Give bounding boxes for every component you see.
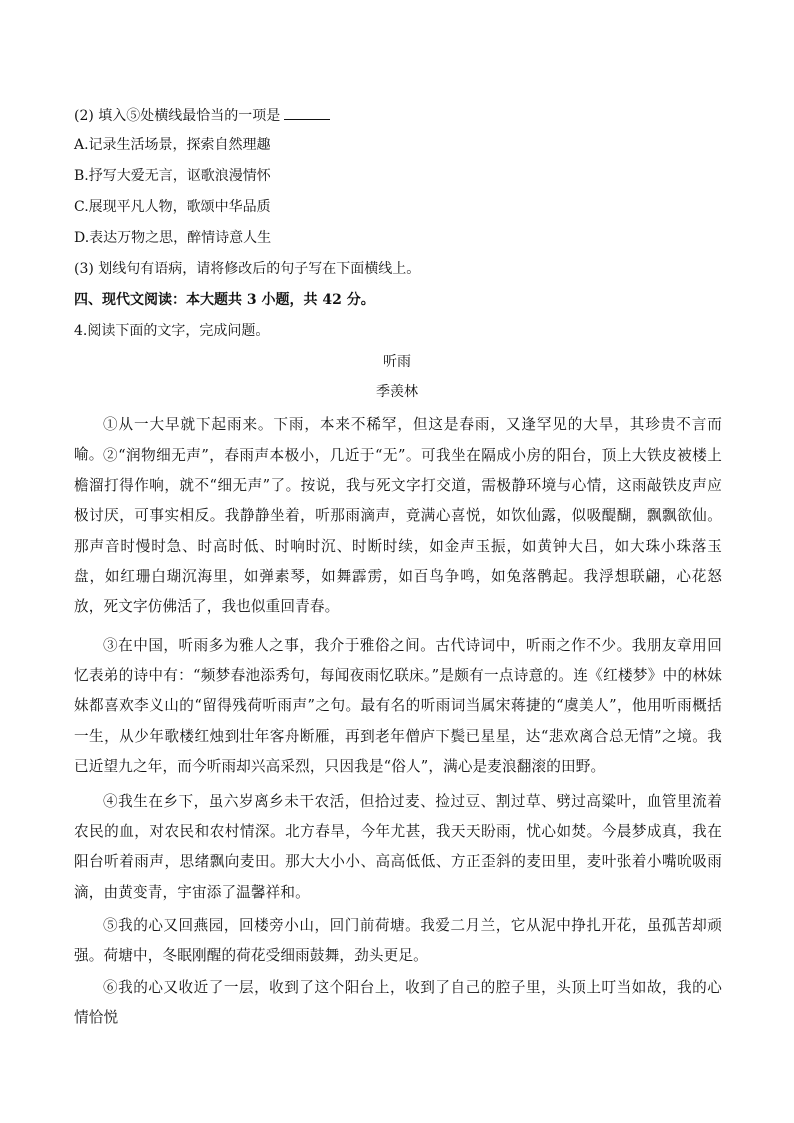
option-b: B.抒写大爱无言，讴歌浪漫情怀 [74,168,271,184]
article-title: 听雨 [383,354,411,370]
question-2-prompt-text: (2) 填入⑤处横线最恰当的一项是 [74,108,281,124]
paragraph-5: ⑤我的心又回燕园，回楼旁小山，回门前荷塘。我爱二月兰，它从泥中挣扎开花，虽孤苦却顽强。荷塘中，冬眠刚醒的荷花受细雨鼓舞，劲头更足。 [74,917,722,965]
question-4-prompt: 4.阅读下面的文字，完成问题。 [74,323,270,339]
question-2-prompt [74,105,330,126]
paragraph-4: ④我生在乡下，虽六岁离乡未干农活，但拾过麦、捡过豆、割过草、劈过高粱叶，血管里流着农民的血，对农民和农村情深。北方春旱，今年尤甚，我天天盼雨，忧心如焚。今晨梦成真，我在阳台听着雨声，思绪飘向麦田。那大大小小、高高低低、方正歪斜的麦田里，麦叶张着小嘴吮吸雨滴，由黄变青，宇宙添了温馨祥和。 [74,793,722,901]
article-author: 季羡林 [376,384,418,400]
paragraph-1: ①从一大早就下起雨来。下雨，本来不稀罕，但这是春雨，又逢罕见的大旱，其珍贵不言而喻。 [74,416,722,464]
paragraph-3: ③在中国，听雨多为雅人之事，我介于雅俗之间。古代诗词中，听雨之作不少。我朋友章用回忆表弟的诗中有：“频梦春池添秀句，每闻夜雨忆联床。”是颇有一点诗意的。连《红楼梦》中的林妹妹都喜欢李义山的“留得残荷听雨声”之句。最有名的听雨词当属宋蒋捷的“虞美人”，他用听雨概括一生，从少年歌楼红烛到壮年客舟断雁，再到老年僧庐下鬓已星星，达“悲欢离合总无情”之境。我已近望九之年，而今听雨却兴高采烈，只因我是“俗人”，满心是麦浪翻滚的田野。 [74,637,722,775]
option-c: C.展现平凡人物，歌颂中华品质 [74,199,271,215]
answer-blank-line [284,105,330,120]
question-3-prompt: (3) 划线句有语病，请将修改后的句子写在下面横线上。 [74,261,421,277]
option-a: A.记录生活场景，探索自然理趣 [74,137,271,153]
paragraph-6: ⑥我的心又收近了一层，收到了这个阳台上，收到了自己的腔子里，头顶上叮当如故，我的心情恰悦 [74,979,722,1027]
option-d: D.表达万物之思，醉情诗意人生 [74,230,272,246]
paragraph-2: ②“润物细无声”，春雨声本极小，几近于“无”。可我坐在隔成小房的阳台，顶上大铁皮被楼上檐溜打得作响，就不“细无声”了。按说，我与死文字打交道，需极静环境与心情，这雨敲铁皮声应极讨厌，可事实相反。我静静坐着，听那雨滴声，竟满心喜悦，如饮仙露，似吸醍醐，飘飘欲仙。那声音时慢时急、时高时低、时响时沉、时断时续，如金声玉振，如黄钟大吕，如大珠小珠落玉盘，如红珊白瑚沉海里，如弹素琴，如舞霹雳，如百鸟争鸣，如兔落鹘起。我浮想联翩，心花怒放，死文字仿佛活了，我也似重回青春。 [74,447,722,616]
section-4-heading: 四、现代文阅读：本大题共 3 小题，共 42 分。 [74,292,375,308]
